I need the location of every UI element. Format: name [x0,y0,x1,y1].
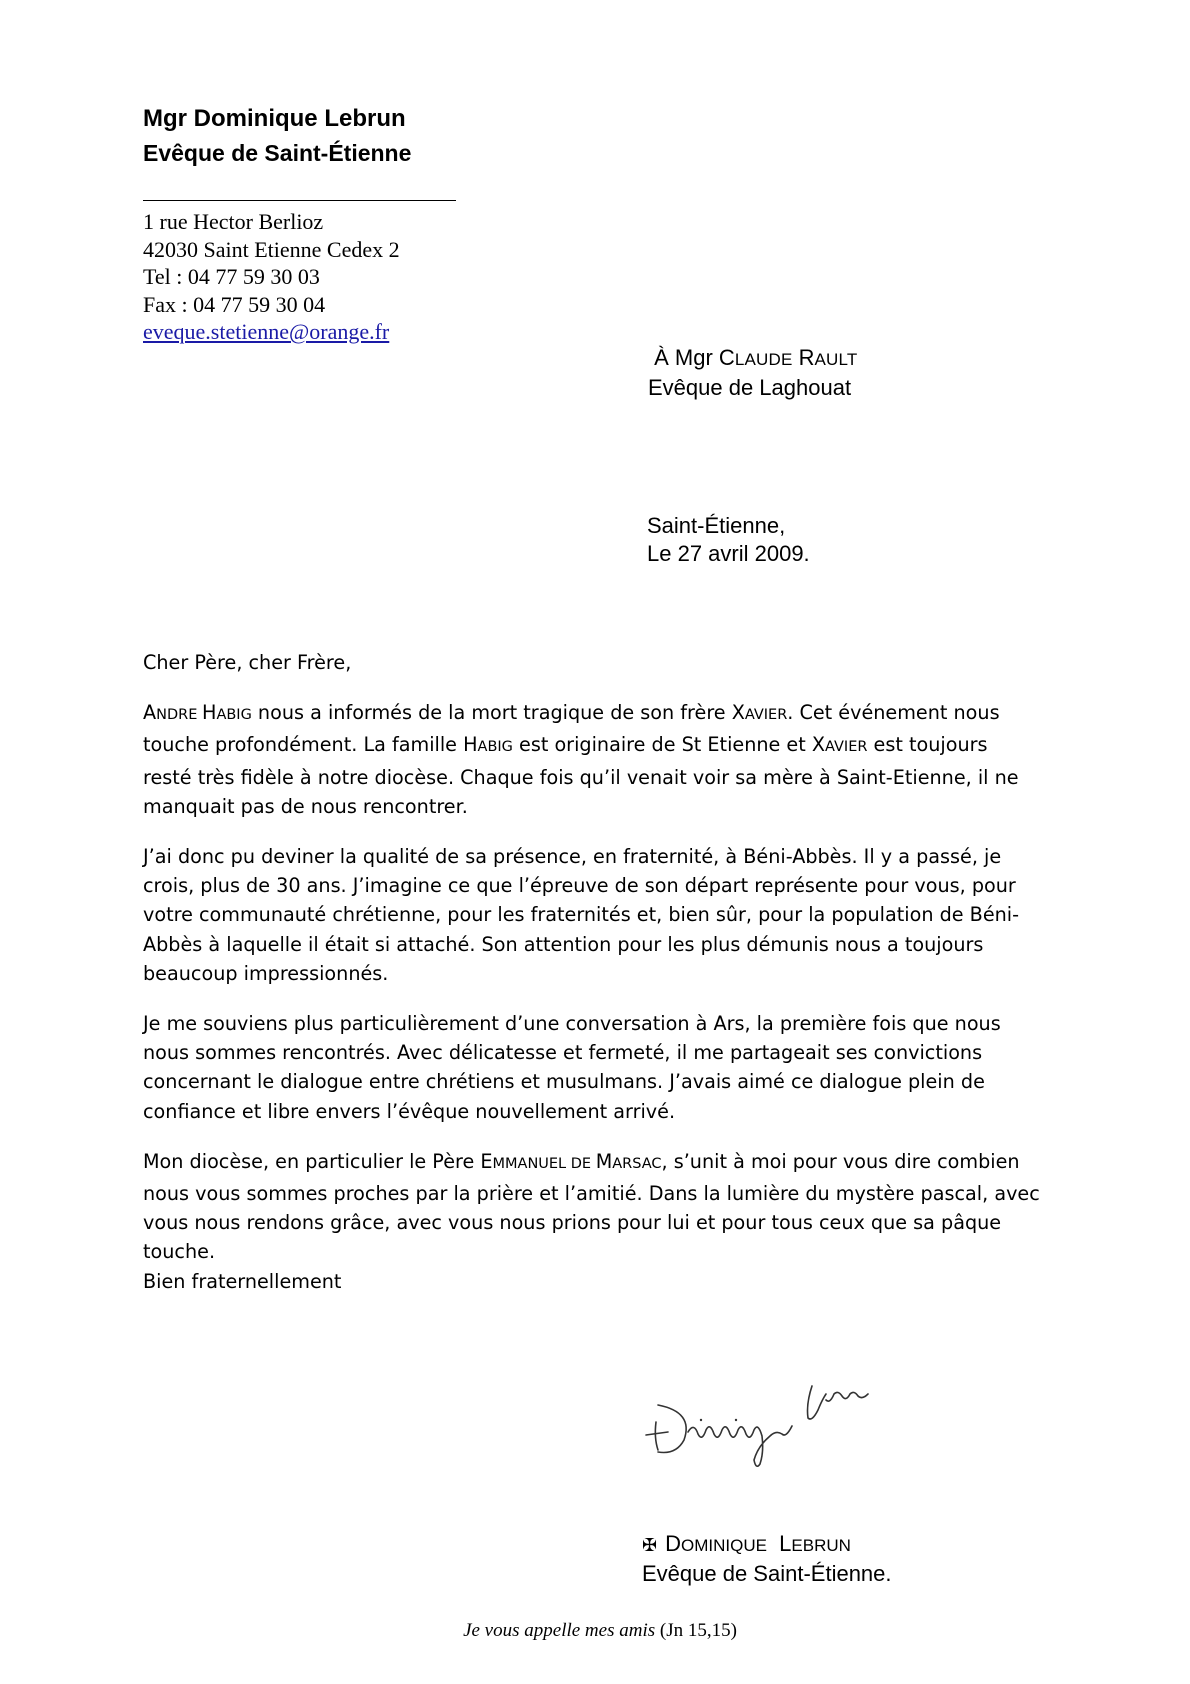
signer-title: Evêque de Saint-Étienne. [642,1561,892,1586]
paragraph-3: Je me souviens plus particulièrement d’une conversation à Ars, la première fois que nous nous sommes rencontrés. Avec délicatesse et fermeté, il me partageait ses convictions concernant le dialogue entre chrétiens et musulmans. J’avais aimé ce dialogue plein de confiance et libre envers l’évêque nouvellement arrivé. [143,1012,1001,1123]
sender-address [143,208,400,346]
recipient-title: Evêque de Laghouat [648,375,852,400]
letter-body [143,648,1073,1317]
footer-quote-text: Je vous appelle mes amis [463,1620,656,1641]
place: Saint-Étienne, [647,513,786,538]
header-divider [143,200,456,201]
recipient-block [648,344,858,402]
sender-name: Mgr Dominique Lebrun [143,105,406,132]
email-link[interactable]: eveque.stetienne@orange.fr [143,319,390,344]
date: Le 27 avril 2009. [647,541,810,566]
address-city: 42030 Saint Etienne Cedex 2 [143,236,400,262]
place-date [647,512,810,568]
address-street: 1 rue Hector Berlioz [143,209,324,234]
signer-name: ✠ DOMINIQUE LEBRUN [642,1530,892,1560]
salutation: Cher Père, cher Frère, [143,651,352,674]
handwritten-signature [636,1360,936,1470]
footer-reference: (Jn 15,15) [659,1620,737,1641]
sender-title: Evêque de Saint-Étienne [143,140,412,166]
paragraph-4: Mon diocèse, en particulier le Père EMMANUEL DE MARSAC, s’unit à moi pour vous dire combien nous vous sommes proches par la prière et l’amitié. Dans la lumière du mystère pascal, avec vous nous rendons grâce, avec vous nous prions pour lui et pour tous ceux que sa pâque touche. Bien fraternellement [143,1147,1073,1296]
paragraph-2: J’ai donc pu deviner la qualité de sa présence, en fraternité, à Béni-Abbès. Il y a passé, je crois, plus de 30 ans. J’imagine ce que l’épreuve de son départ représente pour vous, pour votre communauté chrétienne, pour les fraternités et, bien sûr, pour la population de Béni- Abbès à laquelle il était si attaché. Son attention pour les plus démunis nous a toujours beaucoup impressionnés. [143,845,1020,985]
address-fax: Fax : 04 77 59 30 04 [143,291,326,317]
cross-icon: ✠ [642,1535,658,1555]
signer-block [642,1530,892,1588]
recipient-name: À Mgr CLAUDE RAULT [654,345,858,370]
footer-quote [0,1620,1190,1642]
closing: Bien fraternellement [143,1269,342,1293]
paragraph-1: ANDRE HABIG nous a informés de la mort tragique de son frère XAVIER. Cet événement nous touche profondément. La famille HABIG est originaire de St Etienne et XAVIER est toujours resté très fidèle à notre diocèse. Chaque fois qu’il venait voir sa mère à Saint-Etienne, il ne manquait pas de nous rencontrer. [143,701,1019,818]
address-tel: Tel : 04 77 59 30 03 [143,264,320,289]
